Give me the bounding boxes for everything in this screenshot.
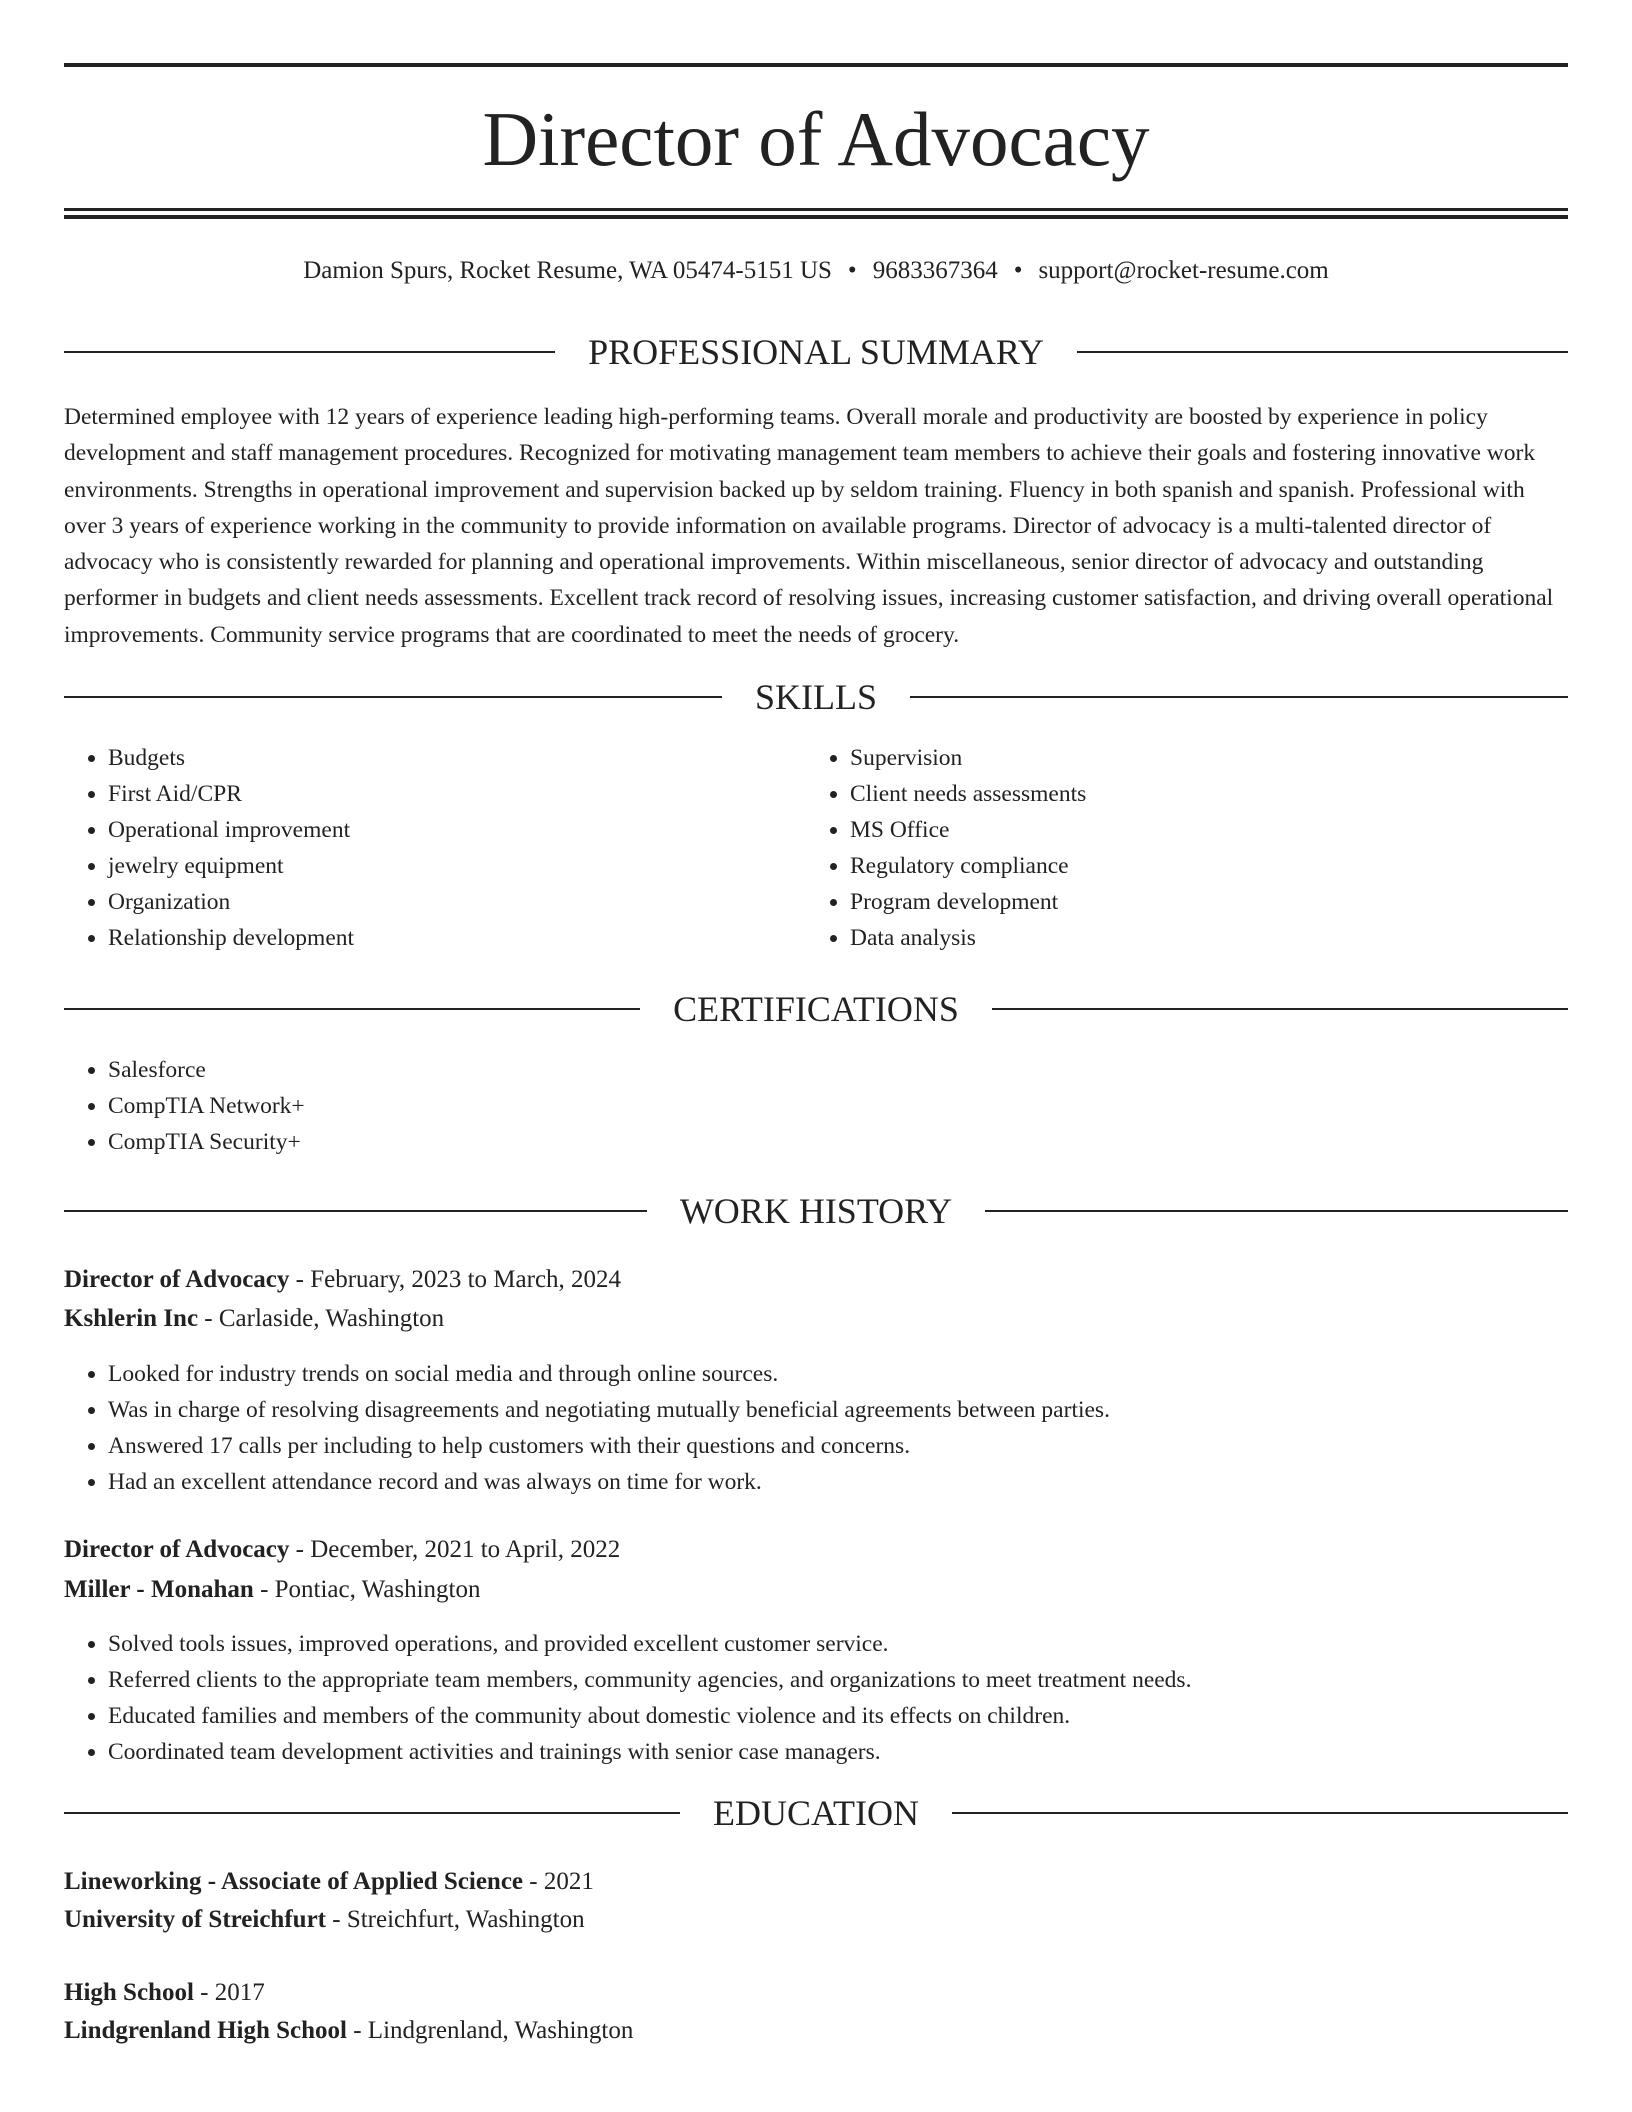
skill-item: • MS Office — [850, 812, 1086, 848]
heading-rule-left — [64, 696, 722, 698]
heading-rule-right — [952, 1812, 1568, 1814]
skill-item: • Data analysis — [850, 920, 1086, 956]
heading-rule-left — [64, 1008, 640, 1010]
job-bullet: • Solved tools issues, improved operations, and provided excellent customer service. — [108, 1626, 1191, 1662]
work-history-heading — [64, 1191, 1568, 1231]
contact-phone: 9683367364 — [872, 257, 998, 284]
education-school: Lindgrenland High School — [64, 2017, 347, 2044]
education-degree: High School — [64, 1979, 194, 2006]
education-year: - 2017 — [193, 1979, 265, 2006]
title-rule-upper — [64, 208, 1568, 211]
skill-item: • First Aid/CPR — [108, 776, 354, 812]
skill-item: • Operational improvement — [108, 812, 354, 848]
job-bullets — [64, 1356, 1110, 1500]
education-school-line — [64, 2013, 633, 2049]
education-year: - 2021 — [523, 1868, 594, 1895]
heading-rule-right — [992, 1008, 1568, 1010]
job-company: Miller - Monahan — [64, 1576, 254, 1603]
certifications-heading — [64, 989, 1568, 1029]
education-location: - Lindgrenland, Washington — [346, 2017, 634, 2044]
job-title-line — [64, 1532, 620, 1568]
job-bullet: • Had an excellent attendance record and was always on time for work. — [108, 1464, 1110, 1500]
education-school: University of Streichfurt — [64, 1906, 326, 1933]
heading-rule-right — [985, 1210, 1568, 1212]
contact-address: Damion Spurs, Rocket Resume, WA 05474-5151 US — [303, 257, 832, 284]
job-location: - Pontiac, Washington — [253, 1576, 481, 1603]
job-title-line — [64, 1262, 621, 1298]
top-rule — [64, 63, 1568, 67]
heading-rule-left — [64, 351, 555, 353]
heading-rule-left — [64, 1812, 680, 1814]
skill-item: • Organization — [108, 884, 354, 920]
job-bullet: • Answered 17 calls per including to help customers with their questions and concerns. — [108, 1428, 1110, 1464]
summary-heading — [64, 332, 1568, 372]
job-title: Director of Advocacy — [64, 1536, 290, 1563]
section-heading-label: EDUCATION — [713, 1793, 919, 1833]
title-rule-lower — [64, 215, 1568, 219]
contact-separator: • — [1013, 257, 1023, 284]
job-title: Director of Advocacy — [64, 1266, 290, 1293]
skills-list-left — [64, 740, 354, 956]
section-heading-label: WORK HISTORY — [679, 1191, 953, 1231]
education-school-line — [64, 1902, 585, 1938]
certifications-list — [64, 1052, 305, 1160]
skills-list-right — [806, 740, 1086, 956]
skill-item: • Budgets — [108, 740, 354, 776]
job-location: - Carlaside, Washington — [198, 1305, 445, 1332]
section-heading-label: PROFESSIONAL SUMMARY — [588, 332, 1044, 372]
job-dates: - December, 2021 to April, 2022 — [289, 1536, 621, 1563]
resume-title: Director of Advocacy — [482, 96, 1150, 182]
job-bullet: • Was in charge of resolving disagreements and negotiating mutually beneficial agreements between parties. — [108, 1392, 1110, 1428]
skill-item: • jewelry equipment — [108, 848, 354, 884]
job-company-line — [64, 1572, 481, 1608]
contact-email: support@rocket-resume.com — [1038, 257, 1329, 284]
skill-item: • Client needs assessments — [850, 776, 1086, 812]
skill-item: • Program development — [850, 884, 1086, 920]
job-bullet: • Educated families and members of the community about domestic violence and its effects on children. — [108, 1698, 1191, 1734]
job-company-line — [64, 1301, 444, 1337]
certification-item: • Salesforce — [108, 1052, 305, 1088]
certification-item: • CompTIA Network+ — [108, 1088, 305, 1124]
summary-text: Determined employee with 12 years of experience leading high-performing teams. Overall morale and productivity are boosted by experience in policy development and staff management procedures. Recognized for motivating management team members to achieve their goals and fostering innovative work environments. Strengths in operational improvement and supervision backed up by seldom training. Fluency in both spanish and spanish. Professional with over 3 years of experience working in the community to provide information on available programs. Director of advocacy is a multi-talented director of advocacy who is consistently rewarded for planning and operational improvements. Within miscellaneous, senior director of advocacy and outstanding performer in budgets and client needs assessments. Excellent track record of resolving issues, increasing customer satisfaction, and driving overall operational improvements. Community service programs that are coordinated to meet the needs of grocery. — [64, 404, 1554, 648]
job-bullets — [64, 1626, 1191, 1770]
contact-separator: • — [847, 257, 857, 284]
contact-line — [64, 254, 1568, 288]
section-heading-label: CERTIFICATIONS — [673, 989, 959, 1029]
skill-item: • Supervision — [850, 740, 1086, 776]
education-location: - Streichfurt, Washington — [326, 1906, 585, 1933]
heading-rule-right — [910, 696, 1568, 698]
skill-item: • Relationship development — [108, 920, 354, 956]
job-dates: - February, 2023 to March, 2024 — [289, 1266, 622, 1293]
job-bullet: • Looked for industry trends on social media and through online sources. — [108, 1356, 1110, 1392]
section-heading-label: SKILLS — [755, 677, 878, 717]
job-bullet: • Referred clients to the appropriate team members, community agencies, and organizations to meet treatment needs. — [108, 1662, 1191, 1698]
heading-rule-left — [64, 1210, 647, 1212]
education-degree: Lineworking - Associate of Applied Science — [64, 1868, 524, 1895]
skill-item: • Regulatory compliance — [850, 848, 1086, 884]
education-degree-line — [64, 1975, 265, 2011]
certification-item: • CompTIA Security+ — [108, 1124, 305, 1160]
job-bullet: • Coordinated team development activities and trainings with senior case managers. — [108, 1734, 1191, 1770]
heading-rule-right — [1077, 351, 1568, 353]
education-degree-line — [64, 1864, 594, 1900]
job-company: Kshlerin Inc — [64, 1305, 199, 1332]
education-heading — [64, 1793, 1568, 1833]
skills-heading — [64, 677, 1568, 717]
